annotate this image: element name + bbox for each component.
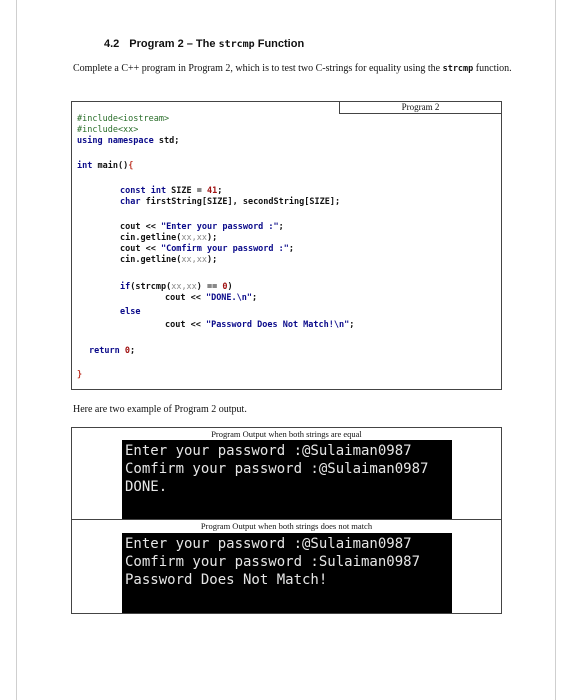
const-value: 41 [207, 186, 218, 196]
terminal-mismatch [122, 533, 452, 613]
terminal-line: Password Does Not Match! [125, 572, 328, 588]
if-end: ) [227, 282, 233, 292]
terminal-equal [122, 440, 452, 520]
output-caption-mismatch: Program Output when both strings does not match [200, 521, 373, 531]
cout2: cout << [120, 244, 161, 254]
code-header [77, 114, 179, 147]
if-args: xx,xx [171, 282, 197, 292]
getline2: cin.getline( [120, 255, 182, 265]
if-zero: 0 [222, 282, 228, 292]
getline2-end: ); [207, 255, 218, 265]
else-keyword [120, 307, 140, 318]
close-brace-text: } [77, 370, 83, 380]
main-close-brace [77, 370, 82, 381]
section-title-prefix: Program 2 – The [129, 38, 219, 50]
terminal-line: Comfirm your password :@Sulaiman0987 [125, 461, 429, 477]
section-title-suffix: Function [254, 38, 305, 50]
output-example-equal [71, 427, 502, 520]
getline2-args: xx,xx [181, 255, 208, 265]
const-end: ; [217, 186, 223, 196]
cout1: cout << [120, 222, 161, 232]
char-decl: firstString[SIZE], secondString[SIZE]; [140, 197, 341, 207]
return-value: 0 [124, 346, 130, 356]
nomatch-string: "Password Does Not Match!\n" [205, 320, 350, 330]
terminal-line: Enter your password :@Sulaiman0987 [125, 443, 412, 459]
terminal-line: Enter your password :@Sulaiman0987 [125, 536, 412, 552]
nomatch-end: ; [349, 320, 355, 330]
program-caption: Program 2 [339, 102, 501, 114]
section-heading [104, 38, 304, 50]
getline1-args: xx,xx [181, 233, 208, 243]
nomatch-cout: cout << [165, 320, 206, 330]
include-iostream: #include<iostream> [77, 114, 170, 124]
if-statement [120, 282, 233, 293]
main-name: main() [92, 161, 129, 171]
return-keyword: return [89, 346, 120, 356]
main-signature [77, 161, 133, 172]
done-string: "DONE.\n" [205, 293, 253, 303]
using-keyword: using namespace [77, 136, 154, 146]
cout1-string: "Enter your password :" [160, 222, 279, 232]
getline1: cin.getline( [120, 233, 182, 243]
cout2-string: "Comfirm your password :" [160, 244, 289, 254]
cout2-end: ; [288, 244, 295, 254]
const-keyword: const int [120, 186, 167, 196]
declarations [120, 186, 340, 208]
nomatch-output [165, 320, 354, 331]
intro-text-end: function. [473, 63, 512, 74]
intro-code: strcmp [442, 64, 474, 74]
using-rest: std; [153, 136, 180, 146]
done-output [165, 293, 257, 304]
main-return-type: int [77, 161, 93, 171]
if-strcmp: (strcmp( [130, 282, 172, 292]
else-text: else [120, 307, 141, 317]
example-intro: Here are two example of Program 2 output. [73, 404, 247, 415]
if-compare: ) == [196, 282, 223, 292]
terminal-line: DONE. [125, 479, 168, 495]
char-keyword: char [120, 197, 141, 207]
intro-paragraph [73, 63, 513, 75]
program-listing [71, 101, 502, 390]
getline1-end: ); [207, 233, 218, 243]
terminal-line: Comfirm your password :Sulaiman0987 [125, 554, 421, 570]
section-title-code: strcmp [218, 39, 255, 50]
section-number: 4.2 [104, 38, 120, 50]
return-statement [89, 346, 135, 357]
if-keyword: if [120, 282, 131, 292]
const-decl: SIZE = [166, 186, 208, 196]
intro-text: Complete a C++ program in Program 2, which is to test two C-strings for equality using the [73, 63, 443, 74]
main-open-brace: { [128, 161, 134, 171]
done-end: ; [252, 293, 258, 303]
return-end: ; [129, 346, 136, 356]
cout1-end: ; [278, 222, 284, 232]
include-xx: #include<xx> [77, 125, 139, 135]
output-caption-equal: Program Output when both strings are equal [211, 429, 362, 439]
output-example-mismatch [71, 519, 502, 614]
io-block [120, 222, 294, 266]
done-cout: cout << [165, 293, 206, 303]
